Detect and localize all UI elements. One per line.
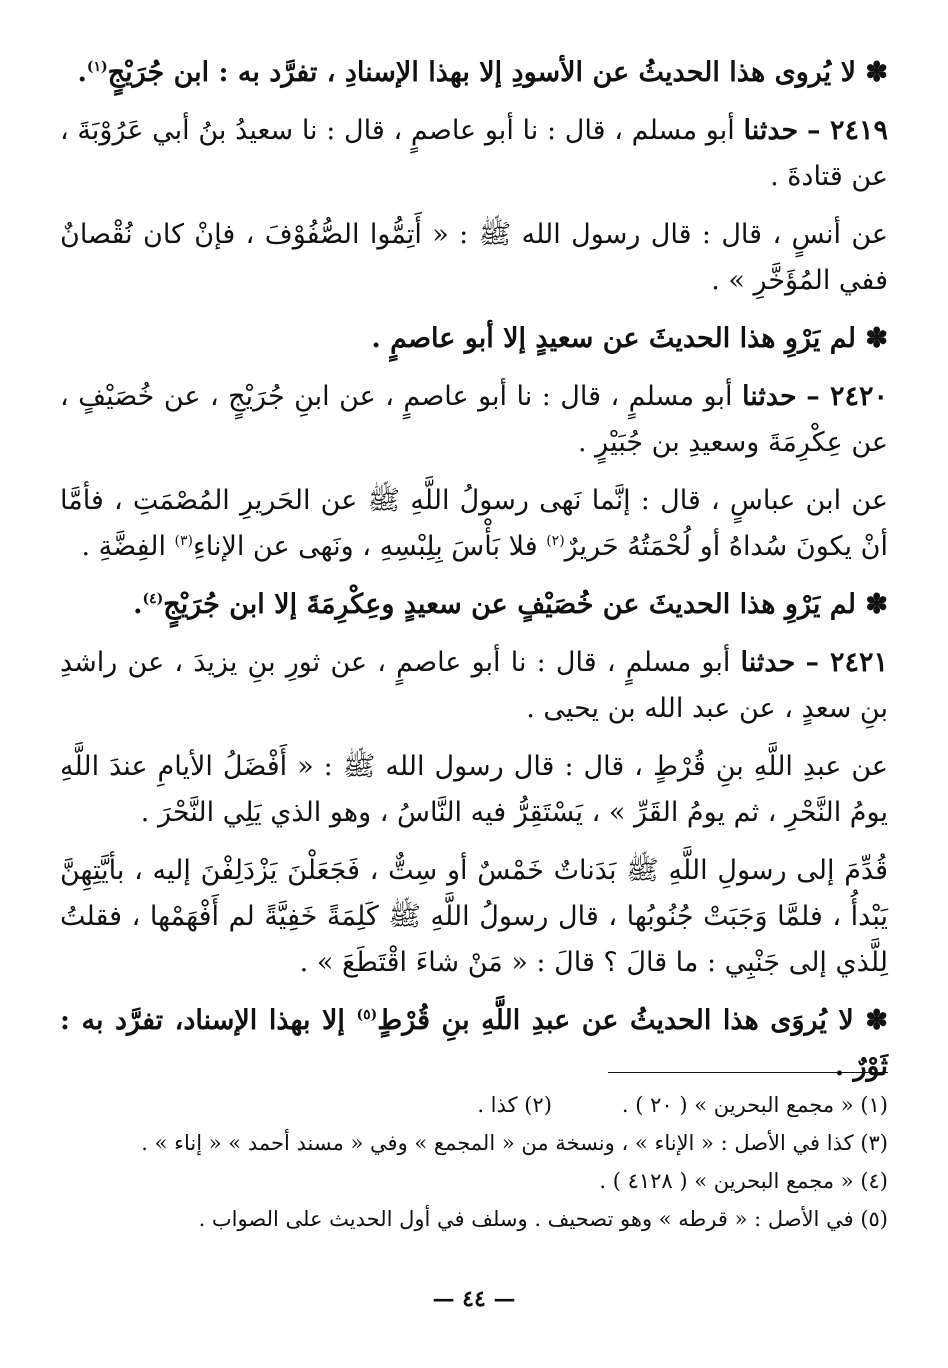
footnote-number: (٤) [860, 1169, 888, 1193]
hadith-number: ٢٤٢٠ – [806, 381, 889, 412]
footnote-ref: (٤) [142, 591, 164, 607]
hadith-matn [60, 744, 888, 836]
hadith-matn [60, 212, 888, 304]
hadith-number: ٢٤١٩ – [806, 115, 888, 146]
isnad-lead: حدثنا [743, 115, 799, 146]
footnote-ref: (٥) [356, 1007, 378, 1023]
footnote-ref: (٣) [174, 533, 194, 549]
hadith-isnad [60, 640, 888, 732]
hadith-isnad [60, 108, 888, 200]
footnote-item [60, 1162, 888, 1200]
matn-text: عن أنسٍ ، قال : قال رسول الله ﷺ : « أَتِمُّوا الصُّفُوْفَ ، فإنْ كان نُقْصانٌ ففي المُؤَخَّرِ » . [60, 219, 888, 296]
footnote-item [622, 1086, 888, 1124]
isnad-text: أبو مسلمٍ ، قال : نا أبو عاصمٍ ، عن ابنِ جُرَيْجٍ ، عن خُصَيْفٍ ، عن عِكْرِمَةَ وسعيدِ بن جُبَيْرٍ . [60, 381, 888, 458]
note-tail: . [133, 589, 143, 620]
footnote-number: (٥) [860, 1207, 888, 1231]
footnote-ref: (٢) [546, 533, 565, 549]
footnote-item [60, 1124, 888, 1162]
footnote-row [60, 1086, 888, 1124]
footnote-item [477, 1086, 552, 1124]
footnote-text: « مجمع البحرين » ( ٤١٢٨ ) . [599, 1169, 854, 1193]
note-tail: إلا بهذا الإسناد، تفرَّد به : ثَوْرٌ . [60, 1005, 888, 1082]
footnote-number: (٣) [860, 1131, 888, 1155]
narration-note [60, 50, 888, 96]
matn-text: قُدِّمَ إلى رسولِ اللَّهِ ﷺ بَدَناتٌ خَمْسٌ أو سِتٌّ ، فَجَعَلْنَ يَزْدَلِفْنَ إليه ، بأيَّتِهِنَّ يَبْدأُ ، فلمَّا وَجَبَتْ جُنُوبُها ، قال رسولُ اللَّهِ ﷺ كَلِمَةً خَفِيَّةً لم أَفْهَمْها ، فقلتُ لِلَّذي إلى جَنْبِي : ما قالَ ؟ قالَ : « مَنْ شاءَ اقْتَطَعَ » . [60, 855, 888, 978]
hadith-matn [60, 478, 888, 570]
matn-text: الفِضَّةِ . [81, 531, 175, 562]
note-text: ✽ لم يَرْوِ هذا الحديثَ عن سعيدٍ إلا أبو عاصمٍ . [371, 323, 888, 354]
narration-note [60, 998, 888, 1090]
note-tail: . [77, 57, 87, 88]
main-text [60, 50, 888, 1102]
matn-text: فلا بَأْسَ بِلِبْسِهِ ، ونَهى عن الإناءِ [193, 531, 547, 562]
matn-text: عن عبدِ اللَّهِ بنِ قُرْطٍ ، قال : قال رسول الله ﷺ : « أَفْضَلُ الأيامِ عندَ اللَّهِ يومُ النَّحْرِ ، ثم يومُ القَرِّ » ، يَسْتَقِرُّ فيه النَّاسُ ، وهو الذي يَلِي النَّحْرَ . [60, 751, 888, 828]
hadith-number: ٢٤٢١ – [805, 647, 888, 678]
isnad-lead: حدثنا [741, 381, 797, 412]
footnote-text: في الأصل : « قرطه » وهو تصحيف . وسلف في أول الحديث على الصواب . [198, 1207, 854, 1231]
isnad-text: أبو مسلمٍ ، قال : نا أبو عاصمٍ ، عن ثورِ بنِ يزيدَ ، عن راشدِ بنِ سعدٍ ، عن عبد الله بن يحيى . [60, 647, 888, 724]
narration-note [60, 316, 888, 362]
hadith-matn [60, 848, 888, 986]
footnote-text: كذا . [477, 1093, 518, 1117]
footnote-text: « مجمع البحرين » ( ٢٠ ) . [621, 1093, 854, 1117]
footnote-number: (٢) [524, 1093, 552, 1117]
narration-note [60, 582, 888, 628]
note-text: ✽ لا يُروَى هذا الحديثُ عن عبدِ اللَّهِ بنِ قُرْطٍ [377, 1005, 888, 1036]
footnote-divider [608, 1072, 888, 1073]
page-number: — ٤٤ — [432, 1286, 516, 1312]
isnad-text: أبو مسلم ، قال : نا أبو عاصمٍ ، قال : نا سعيدُ بنُ أبي عَرُوْبَةَ ، عن قتادةَ . [60, 115, 888, 192]
note-text: ✽ لم يَرْوِ هذا الحديثَ عن خُصَيْفٍ عن سعيدٍ وعِكْرِمَةَ إلا ابن جُرَيْجٍ [163, 589, 888, 620]
isnad-lead: حدثنا [740, 647, 796, 678]
footnote-item [60, 1200, 888, 1238]
footnote-ref: (١) [86, 59, 108, 75]
footnotes [60, 1086, 888, 1238]
hadith-isnad [60, 374, 888, 466]
note-text: ✽ لا يُروى هذا الحديثُ عن الأسودِ إلا بهذا الإسنادِ ، تفرَّد به : ابن جُرَيْجٍ [107, 57, 888, 88]
footnote-number: (١) [860, 1093, 888, 1117]
footnote-text: كذا في الأصل : « الإناء » ، ونسخة من « المجمع » وفي « مسند أحمد » « إناء » . [141, 1131, 854, 1155]
matn-text: عن ابن عباسٍ ، قال : إنَّما نَهى رسولُ اللَّهِ ﷺ عن الحَريرِ المُصْمَتِ ، فأمَّا أنْ يكونَ سُداهُ أو لُحْمَتُهُ حَريرٌ [60, 485, 888, 562]
